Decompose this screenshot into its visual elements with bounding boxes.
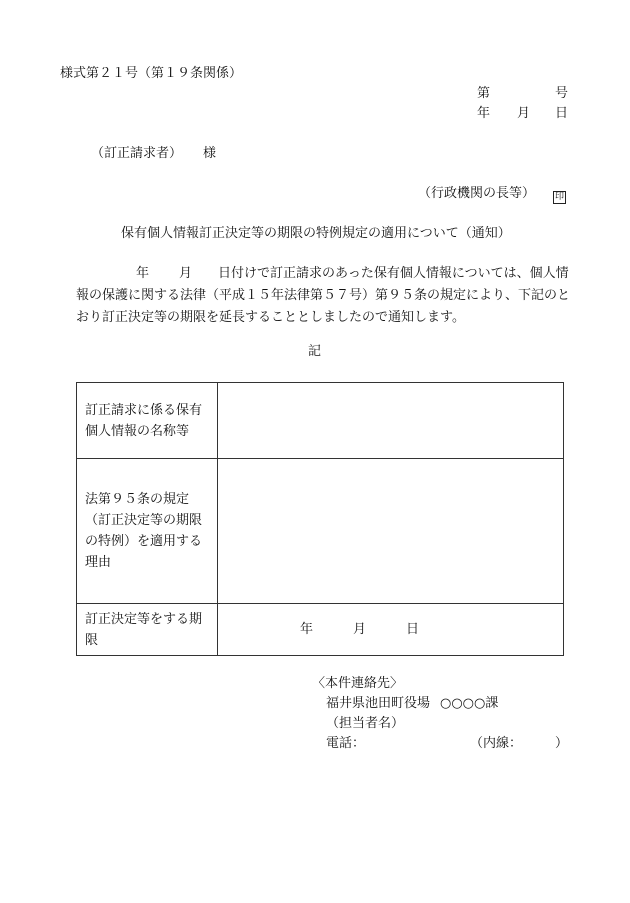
contact-person: （担当者名） [326,716,405,731]
row-value-deadline [218,604,564,656]
date-year: 年 [477,106,491,121]
addressee-name: （訂正請求者） [91,146,183,161]
date-day: 日 [555,106,569,121]
row-value-reason [218,459,564,604]
doc-number-prefix: 第 [477,86,491,101]
table-row [77,604,564,656]
form-number: 様式第２１号（第１９条関係） [60,66,243,81]
sender-name: （行政機関の長等） [418,186,536,201]
table-row [77,459,564,604]
body-paragraph [76,263,572,329]
contact-phone-label: 電話： [326,736,366,751]
doc-number-suffix: 号 [555,86,569,101]
addressee-honorific: 様 [203,146,217,161]
deadline-month: 月 [353,622,367,637]
seal-mark: 印 [554,192,564,202]
contact-office: 福井県池田町役場 [326,696,431,711]
details-table [76,382,564,656]
contact-heading: 〈本件連絡先〉 [312,676,404,691]
contact-section: ○○○○課 [440,696,499,711]
row-label-reason: 法第９５条の規定（訂正決定等の期限の特例）を適用する理由 [77,459,218,604]
row-label-deadline: 訂正決定等をする期限 [77,604,218,656]
ki-heading: 記 [308,344,322,359]
contact-ext-close: ） [555,736,569,751]
contact-ext-label: （内線： [470,736,523,751]
body-date-month: 月 [179,266,193,281]
table-row [77,383,564,459]
row-label-info-name: 訂正請求に係る保有個人情報の名称等 [77,383,218,459]
body-text: 日付けで訂正請求のあった保有個人情報については、個人情報の保護に関する法律（平成１５年法律第５７号）第９５条の規定により、下記のとおり訂正決定等の期限を延長することとしましたので通知します。 [76,266,571,325]
body-date-year: 年 [136,266,150,281]
deadline-year: 年 [300,622,314,637]
deadline-day: 日 [406,622,420,637]
date-month: 月 [517,106,531,121]
document-title: 保有個人情報訂正決定等の期限の特例規定の適用について（通知） [121,226,511,241]
row-value-info-name [218,383,564,459]
seal-icon [553,188,566,204]
